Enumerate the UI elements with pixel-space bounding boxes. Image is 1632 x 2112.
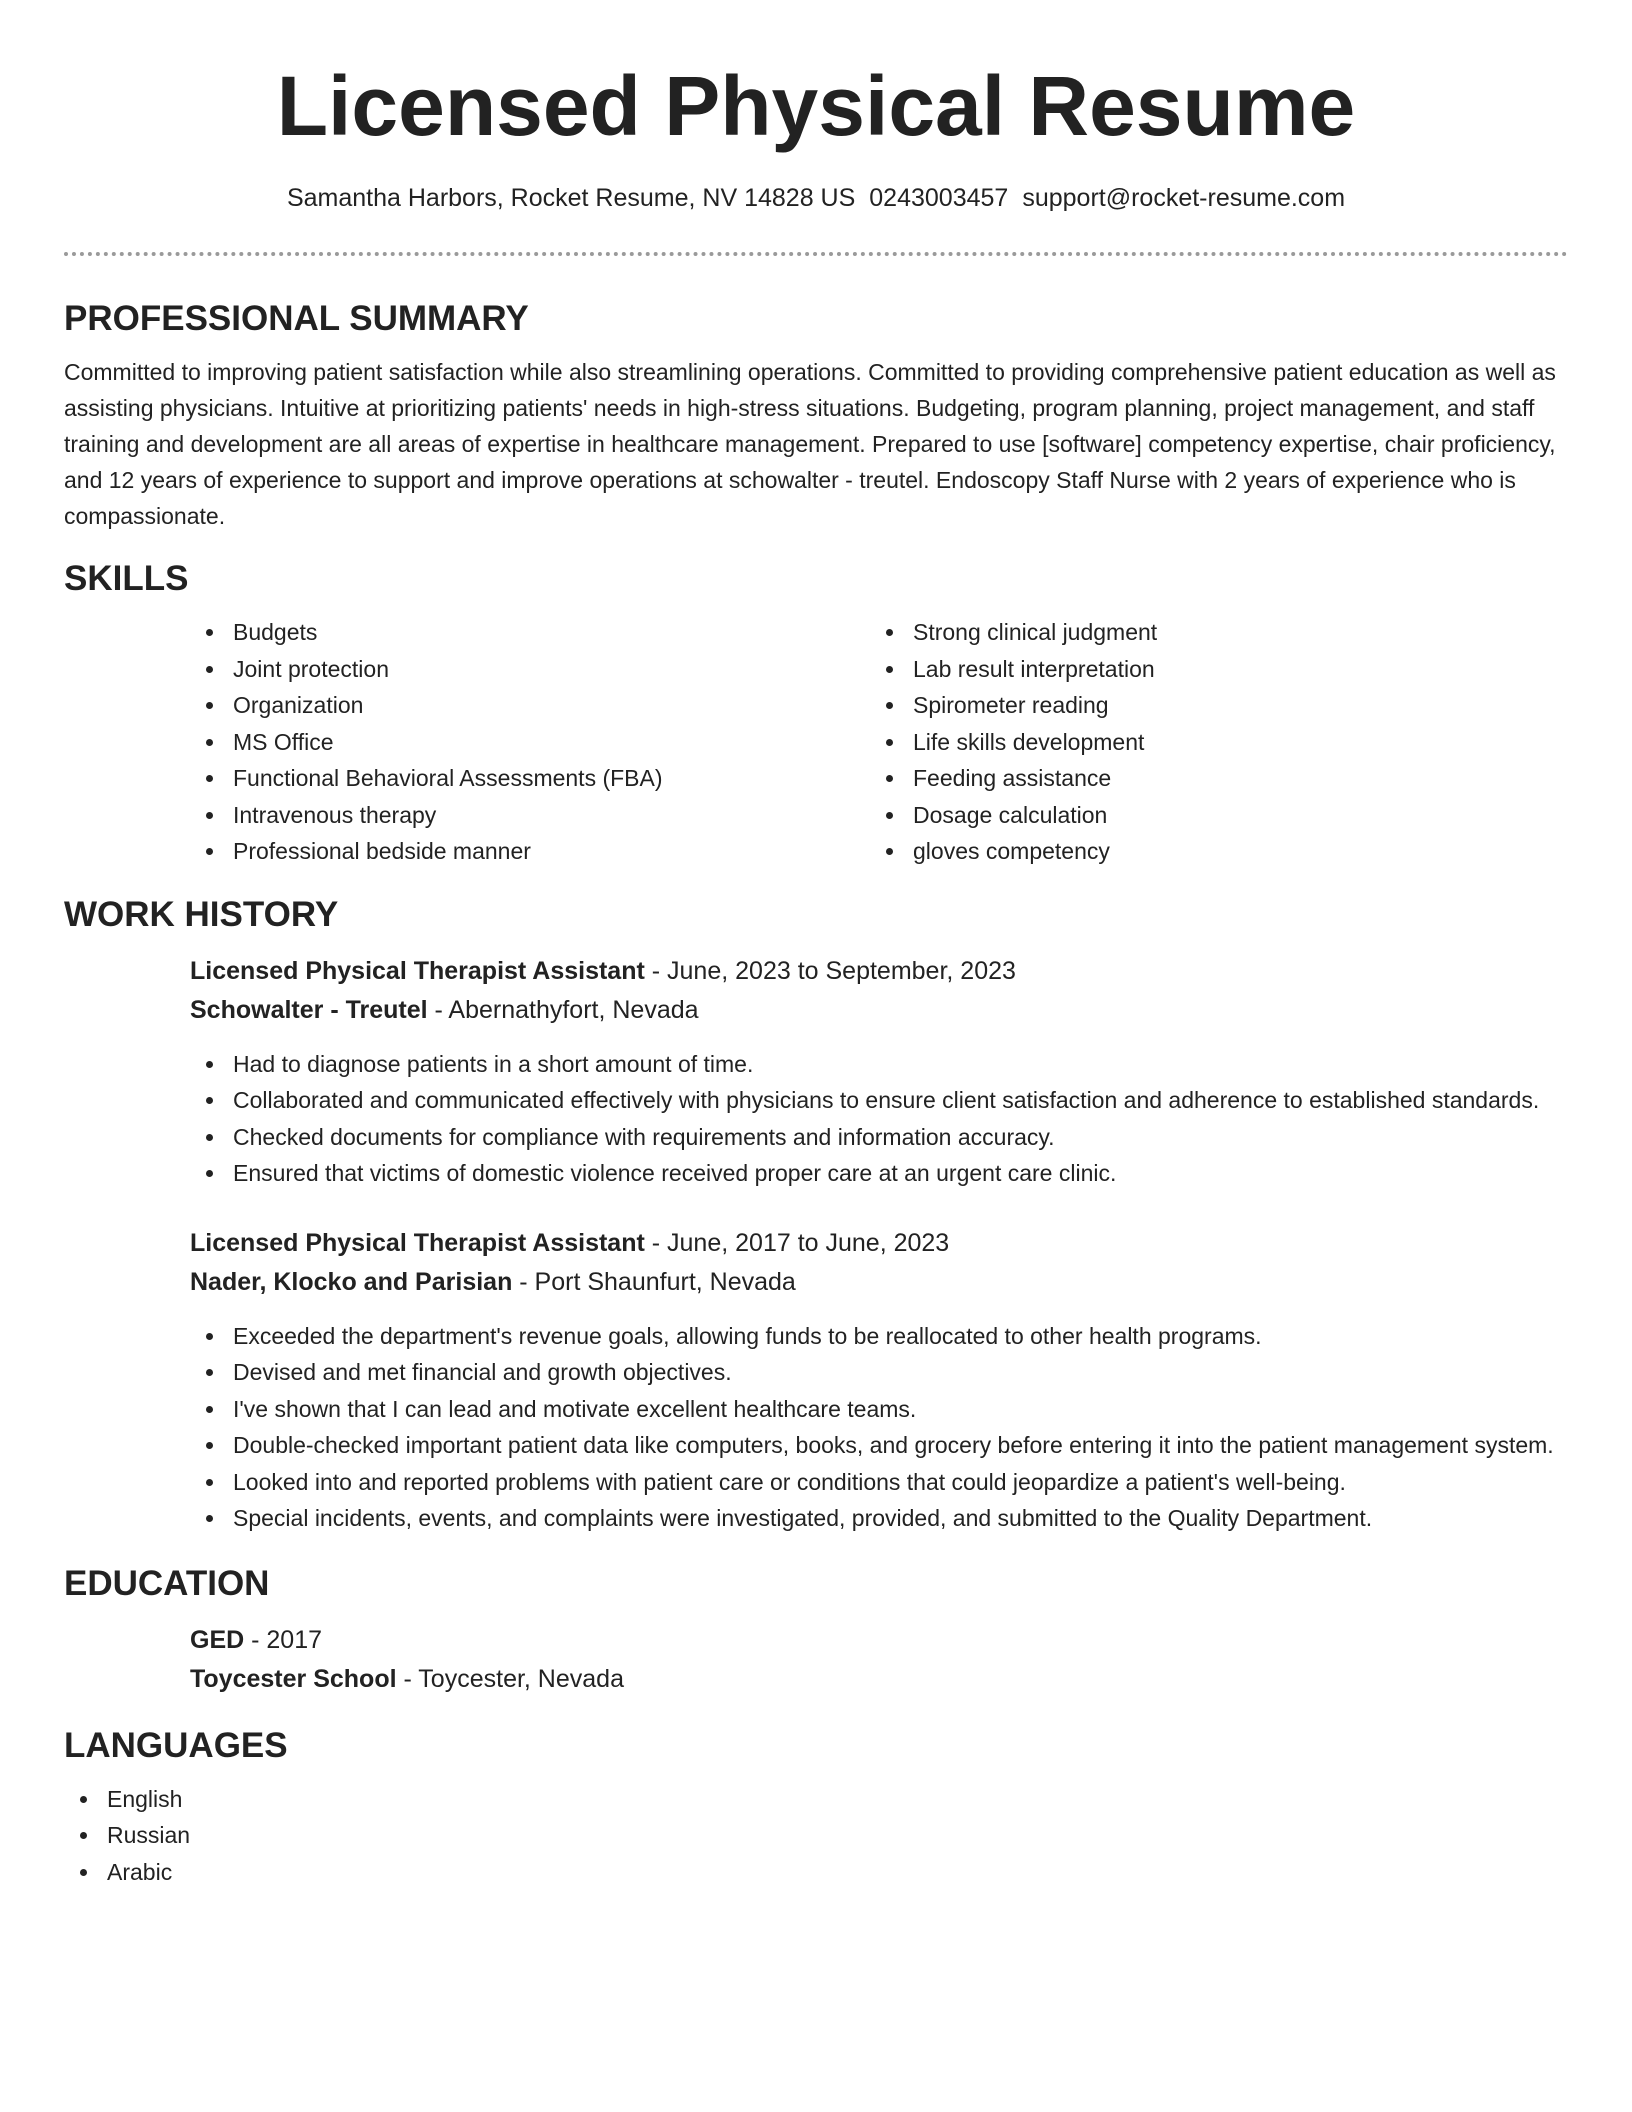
- job-bullet: Special incidents, events, and complaints were investigated, provided, and submitted to the Quality Department.: [190, 1500, 1568, 1537]
- contact-phone: 0243003457: [869, 184, 1009, 212]
- skill-item: Feeding assistance: [870, 760, 1550, 797]
- skills-list-left: [190, 614, 870, 870]
- job-dates: - June, 2017 to June, 2023: [644, 1228, 950, 1257]
- skills-list-right: [870, 614, 1550, 870]
- header-divider: [64, 252, 1568, 256]
- education-degree-line: [190, 1621, 1568, 1660]
- job-bullet: Ensured that victims of domestic violence received proper care at an urgent care clinic.: [190, 1155, 1568, 1192]
- job-company: Schowalter - Treutel: [190, 995, 428, 1024]
- job-title: Licensed Physical Therapist Assistant: [190, 956, 645, 985]
- education-heading: EDUCATION: [64, 1563, 270, 1603]
- language-item: Russian: [64, 1817, 1568, 1854]
- skill-item: Organization: [190, 687, 870, 724]
- skills-heading: SKILLS: [64, 559, 189, 598]
- job-bullets: [190, 1318, 1568, 1537]
- job-location: - Abernathyfort, Nevada: [427, 995, 699, 1024]
- page-title: Licensed Physical Resume: [276, 59, 1356, 153]
- language-item: English: [64, 1781, 1568, 1818]
- skill-item: Life skills development: [870, 724, 1550, 761]
- job-location: - Port Shaunfurt, Nevada: [512, 1267, 796, 1296]
- skill-item: Joint protection: [190, 651, 870, 688]
- skill-item: Professional bedside manner: [190, 833, 870, 870]
- education-school-line: [190, 1660, 1568, 1699]
- job-title: Licensed Physical Therapist Assistant: [190, 1228, 645, 1257]
- job-bullet: Collaborated and communicated effectively with physicians to ensure client satisfaction and adherence to established standards.: [190, 1082, 1568, 1119]
- contact-address: Samantha Harbors, Rocket Resume, NV 14828 US: [286, 184, 856, 212]
- job-company: Nader, Klocko and Parisian: [190, 1267, 513, 1296]
- skill-item: Functional Behavioral Assessments (FBA): [190, 760, 870, 797]
- job-bullet: Double-checked important patient data like computers, books, and grocery before entering it into the patient management system.: [190, 1427, 1568, 1464]
- education-degree: GED: [190, 1625, 245, 1654]
- job-bullets: [190, 1046, 1568, 1192]
- education-location: - Toycester, Nevada: [396, 1664, 624, 1693]
- education-entry: [190, 1621, 1568, 1699]
- languages-list: [64, 1781, 1568, 1891]
- languages-heading: LANGUAGES: [64, 1725, 288, 1765]
- education-year: - 2017: [244, 1625, 323, 1654]
- resume-page: [64, 0, 1568, 1890]
- job-bullet: Had to diagnose patients in a short amount of time.: [190, 1046, 1568, 1083]
- job-bullet: Looked into and reported problems with patient care or conditions that could jeopardize a patient's well-being.: [190, 1464, 1568, 1501]
- job-bullet: Exceeded the department's revenue goals, allowing funds to be reallocated to other health programs.: [190, 1318, 1568, 1355]
- language-item: Arabic: [64, 1854, 1568, 1891]
- job-entry: [190, 952, 1568, 1192]
- skill-item: MS Office: [190, 724, 870, 761]
- work-history-heading: WORK HISTORY: [64, 894, 339, 934]
- job-title-line: [190, 952, 1568, 991]
- skills-grid: [190, 614, 1568, 870]
- job-company-line: [190, 991, 1568, 1030]
- skill-item: Intravenous therapy: [190, 797, 870, 834]
- skill-item: Budgets: [190, 614, 870, 651]
- skill-item: gloves competency: [870, 833, 1550, 870]
- skill-item: Dosage calculation: [870, 797, 1550, 834]
- summary-text: Committed to improving patient satisfaction while also streamlining operations. Committed to providing comprehensive patient education as well as assisting physicians. Intuitive at prioritizing patients' needs in high-stress situations. Budgeting, program planning, project management, and staff training and development are all areas of expertise in healthcare management. Prepared to use [software] competency expertise, chair proficiency, and 12 years of experience to support and improve operations at schowalter - treutel. Endoscopy Staff Nurse with 2 years of experience who is compassionate.: [64, 359, 1556, 529]
- contact-email: support@rocket-resume.com: [1022, 184, 1346, 212]
- job-entry: [190, 1224, 1568, 1537]
- job-company-line: [190, 1263, 1568, 1302]
- contact-line: [64, 183, 1568, 213]
- skill-item: Lab result interpretation: [870, 651, 1550, 688]
- education-school: Toycester School: [190, 1664, 397, 1693]
- summary-heading: PROFESSIONAL SUMMARY: [64, 299, 529, 338]
- skill-item: Spirometer reading: [870, 687, 1550, 724]
- job-bullet: Checked documents for compliance with requirements and information accuracy.: [190, 1119, 1568, 1156]
- job-bullet: Devised and met financial and growth objectives.: [190, 1354, 1568, 1391]
- job-bullet: I've shown that I can lead and motivate excellent healthcare teams.: [190, 1391, 1568, 1428]
- job-title-line: [190, 1224, 1568, 1263]
- job-dates: - June, 2023 to September, 2023: [644, 956, 1016, 985]
- skill-item: Strong clinical judgment: [870, 614, 1550, 651]
